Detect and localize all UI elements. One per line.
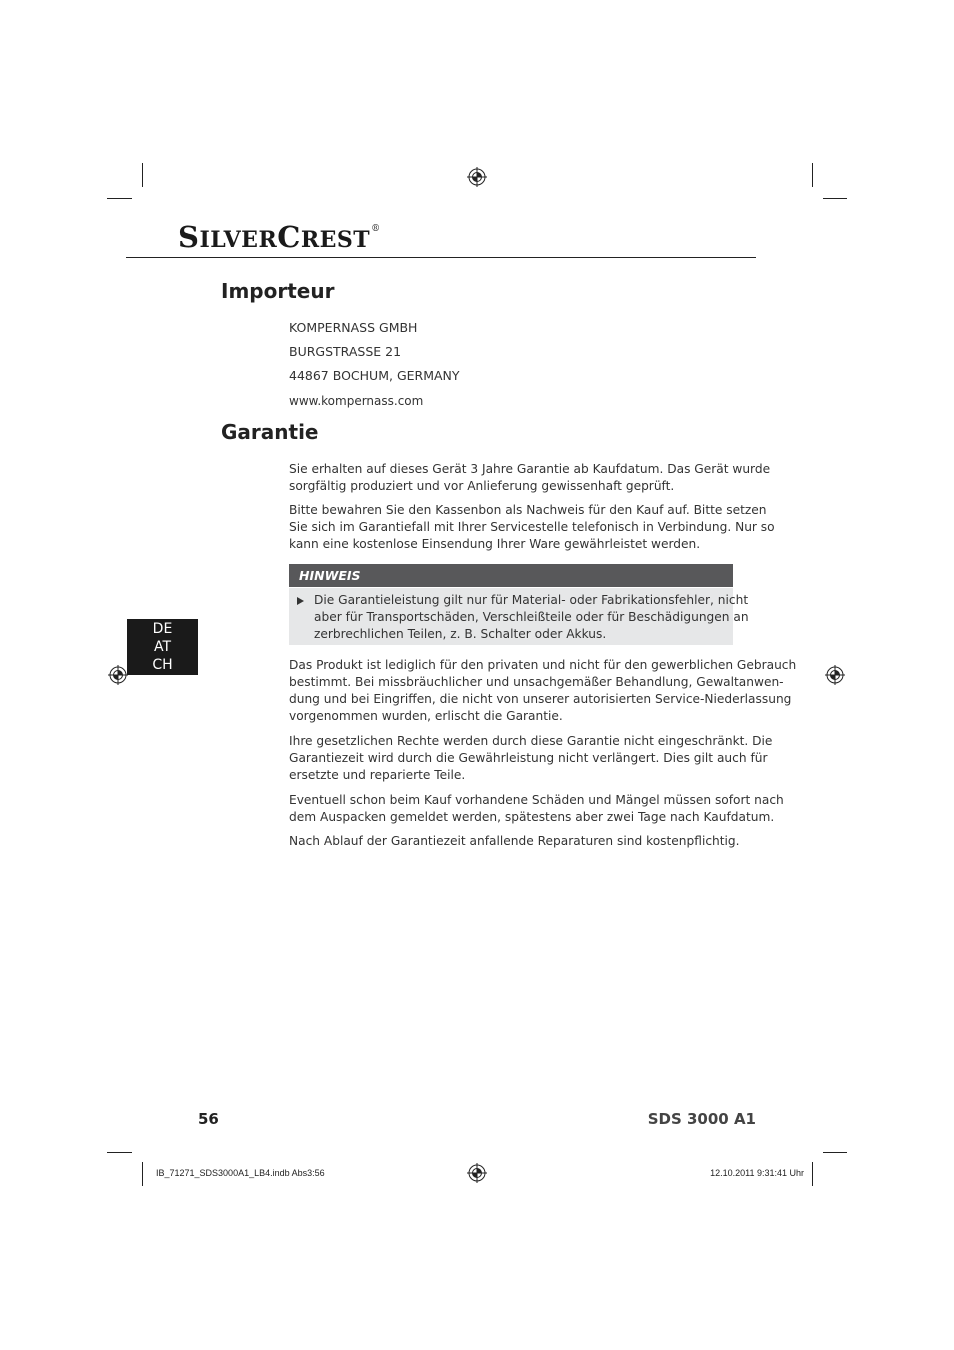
text-line: Ihre gesetzlichen Rechte werden durch diese Garantie nicht eingeschränkt. Die: [289, 734, 773, 748]
hinweis-text: [314, 592, 749, 643]
garantie-paragraph-2: [289, 502, 775, 553]
logo-letter: C: [277, 220, 301, 254]
registered-mark: ®: [371, 224, 381, 234]
importeur-heading: Importeur: [221, 279, 335, 303]
crop-mark: [107, 1152, 132, 1153]
silvercrest-logo: [178, 220, 381, 254]
garantie-paragraph-1: [289, 461, 771, 495]
crop-mark: [823, 1152, 847, 1153]
garantie-paragraph-3: [289, 657, 797, 725]
crop-mark: [812, 163, 813, 187]
text-line: Die Garantieleistung gilt nur für Material- oder Fabrikationsfehler, nicht: [314, 593, 749, 607]
logo-letters: REST: [300, 227, 371, 253]
language-code: CH: [152, 657, 173, 673]
logo-letter: S: [178, 220, 200, 254]
hinweis-title: HINWEIS: [299, 568, 361, 583]
crop-mark: [107, 198, 132, 199]
text-line: Nach Ablauf der Garantiezeit anfallende Reparaturen sind kostenpflichtig.: [289, 834, 740, 848]
text-line: Sie erhalten auf dieses Gerät 3 Jahre Garantie ab Kaufdatum. Das Gerät wurde: [289, 462, 771, 476]
text-line: Eventuell schon beim Kauf vorhandene Schäden und Mängel müssen sofort nach: [289, 793, 784, 807]
garantie-paragraph-5: [289, 792, 784, 826]
garantie-paragraph-6: [289, 833, 739, 850]
text-line: vorgenommen wurden, erlischt die Garantie.: [289, 709, 563, 723]
text-line: Sie sich im Garantiefall mit Ihrer Servicestelle telefonisch in Verbindung. Nur so: [289, 520, 775, 534]
website-link[interactable]: www.kompernass.com: [289, 394, 424, 408]
text-line: kann eine kostenlose Einsendung Ihrer Ware gewährleistet werden.: [289, 537, 701, 551]
crop-mark: [823, 198, 847, 199]
hinweis-box: [289, 588, 749, 645]
logo-letters: ILVER: [199, 227, 278, 253]
language-code: DE: [152, 621, 173, 637]
language-code: AT: [153, 639, 172, 655]
crop-mark: [142, 1162, 143, 1186]
city-address: 44867 BOCHUM, GERMANY: [289, 368, 460, 383]
header-rule: [126, 257, 756, 258]
text-line: zerbrechlichen Teilen, z. B. Schalter oder Akkus.: [314, 627, 607, 641]
slug-filename: IB_71271_SDS3000A1_LB4.indb Abs3:56: [156, 1168, 325, 1178]
registration-mark-icon: [825, 665, 845, 685]
crop-mark: [812, 1162, 813, 1186]
registration-mark-icon: [467, 1163, 487, 1183]
text-line: Das Produkt ist lediglich für den privaten und nicht für den gewerblichen Gebrauch: [289, 658, 797, 672]
text-line: aber für Transportschäden, Verschleißteile oder für Beschädigungen an: [314, 610, 749, 624]
text-line: Bitte bewahren Sie den Kassenbon als Nachweis für den Kauf auf. Bitte setzen: [289, 503, 767, 517]
hinweis-header: [289, 564, 733, 587]
text-line: sorgfältig produziert und vor Anlieferung gewissenhaft geprüft.: [289, 479, 675, 493]
text-line: dung und bei Eingriffen, die nicht von unserer autorisierten Service-Niederlassung: [289, 692, 792, 706]
text-line: bestimmt. Bei missbräuchlicher und unsachgemäßer Behandlung, Gewaltanwen-: [289, 675, 784, 689]
text-line: dem Auspacken gemeldet werden, spätestens aber zwei Tage nach Kaufdatum.: [289, 810, 775, 824]
language-tab: [127, 619, 198, 675]
registration-mark-icon: [108, 665, 128, 685]
slug-timestamp: 12.10.2011 9:31:41 Uhr: [710, 1168, 804, 1178]
bullet-arrow-icon: [297, 597, 304, 605]
page-number: 56: [198, 1110, 219, 1128]
registration-mark-icon: [467, 167, 487, 187]
text-line: Garantiezeit wird durch die Gewährleistung nicht verlängert. Dies gilt auch für: [289, 751, 768, 765]
garantie-heading: Garantie: [221, 420, 319, 444]
crop-mark: [142, 163, 143, 187]
street-address: BURGSTRASSE 21: [289, 344, 402, 359]
text-line: ersetzte und reparierte Teile.: [289, 768, 466, 782]
garantie-paragraph-4: [289, 733, 773, 784]
company-name: KOMPERNASS GMBH: [289, 320, 418, 335]
model-name: SDS 3000 A1: [647, 1110, 756, 1128]
